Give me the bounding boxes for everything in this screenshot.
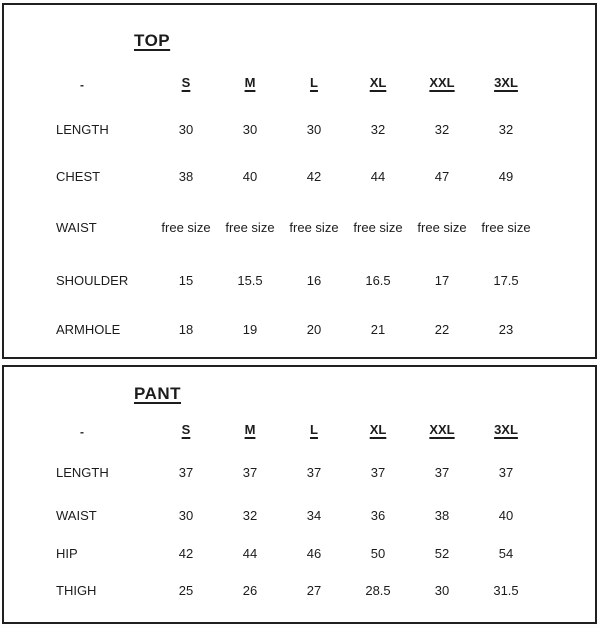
measurement-label: ARMHOLE xyxy=(56,321,121,337)
measurement-label: THIGH xyxy=(56,582,97,598)
measurement-value: 30 xyxy=(306,122,322,137)
measurement-value: 28.5 xyxy=(365,582,391,598)
measurement-label: LENGTH xyxy=(56,464,109,480)
measurement-value: 37 xyxy=(306,464,322,480)
measurement-value: 37 xyxy=(498,464,514,480)
measurement-value: 15 xyxy=(178,273,194,288)
size-column-header: XXL xyxy=(429,421,455,437)
measurement-value: 16 xyxy=(306,273,322,288)
measurement-value: 52 xyxy=(434,546,450,561)
measurement-value: 21 xyxy=(370,321,386,337)
measurement-value: 26 xyxy=(242,582,258,598)
measurement-value: free size xyxy=(481,220,531,235)
pant-table-rows xyxy=(4,442,595,609)
measurement-row xyxy=(4,536,595,571)
measurement-value: 54 xyxy=(498,546,514,561)
measurement-value: 18 xyxy=(178,321,194,337)
measurement-row xyxy=(4,200,595,255)
measurement-value: 16.5 xyxy=(365,273,391,288)
size-column-header: XL xyxy=(369,74,387,90)
size-column-header: S xyxy=(181,421,191,437)
measurement-label: SHOULDER xyxy=(56,273,129,288)
size-column-header: L xyxy=(310,74,318,90)
measurement-value: 22 xyxy=(434,321,450,337)
measurement-row xyxy=(4,153,595,200)
measurement-value: 44 xyxy=(370,169,386,184)
measurement-value: free size xyxy=(225,220,275,235)
measurement-value: 37 xyxy=(434,464,450,480)
size-column-header: 3XL xyxy=(494,74,518,90)
measurement-value: 38 xyxy=(434,507,450,523)
measurement-value: 25 xyxy=(178,582,194,598)
size-column-header: 3XL xyxy=(494,421,518,437)
measurement-value: 34 xyxy=(306,507,322,523)
size-column-header: XXL xyxy=(429,74,455,90)
measurement-value: 32 xyxy=(498,122,514,137)
measurement-value: 17 xyxy=(434,273,450,288)
measurement-row xyxy=(4,494,595,536)
corner-dash-label: - xyxy=(80,78,84,92)
measurement-row xyxy=(4,450,595,494)
top-table-rows xyxy=(4,95,595,352)
measurement-value: 30 xyxy=(178,122,194,137)
pant-size-table-section xyxy=(2,365,597,624)
measurement-value: 19 xyxy=(242,321,258,337)
measurement-value: 37 xyxy=(242,464,258,480)
top-size-table-section xyxy=(2,3,597,359)
measurement-value: 38 xyxy=(178,169,194,184)
measurement-value: 49 xyxy=(498,169,514,184)
measurement-value: 40 xyxy=(498,507,514,523)
size-column-header: XL xyxy=(369,421,387,437)
pant-table-title: PANT xyxy=(134,384,182,403)
measurement-value: 37 xyxy=(178,464,194,480)
size-column-header: M xyxy=(244,421,256,437)
measurement-value: 30 xyxy=(434,582,450,598)
measurement-value: 37 xyxy=(370,464,386,480)
measurement-label: CHEST xyxy=(56,169,101,184)
measurement-value: 42 xyxy=(178,546,194,561)
pant-size-header-row xyxy=(4,416,595,442)
measurement-value: free size xyxy=(353,220,403,235)
measurement-row xyxy=(4,306,595,352)
measurement-row xyxy=(4,571,595,609)
measurement-label: LENGTH xyxy=(56,122,109,137)
measurement-value: 50 xyxy=(370,546,386,561)
measurement-value: 30 xyxy=(178,507,194,523)
measurement-value: free size xyxy=(289,220,339,235)
measurement-label: WAIST xyxy=(56,507,97,523)
measurement-label: WAIST xyxy=(56,220,97,235)
measurement-value: 23 xyxy=(498,321,514,337)
measurement-value: 36 xyxy=(370,507,386,523)
measurement-value: 40 xyxy=(242,169,258,184)
measurement-value: 47 xyxy=(434,169,450,184)
measurement-row xyxy=(4,255,595,306)
measurement-value: free size xyxy=(161,220,211,235)
measurement-value: 32 xyxy=(434,122,450,137)
size-column-header: S xyxy=(181,74,191,90)
measurement-value: 20 xyxy=(306,321,322,337)
measurement-value: 32 xyxy=(242,507,258,523)
measurement-value: 27 xyxy=(306,582,322,598)
measurement-value: 17.5 xyxy=(493,273,519,288)
measurement-value: 15.5 xyxy=(237,273,263,288)
size-column-header: M xyxy=(244,74,256,90)
corner-dash-label: - xyxy=(80,425,84,439)
measurement-value: free size xyxy=(417,220,467,235)
top-table-title: TOP xyxy=(134,31,171,50)
measurement-value: 31.5 xyxy=(493,582,519,598)
measurement-value: 44 xyxy=(242,546,258,561)
size-column-header: L xyxy=(310,421,318,437)
measurement-value: 46 xyxy=(306,546,322,561)
measurement-row xyxy=(4,106,595,153)
measurement-label: HIP xyxy=(56,546,78,561)
top-size-header-row xyxy=(4,69,595,95)
measurement-value: 30 xyxy=(242,122,258,137)
measurement-value: 42 xyxy=(306,169,322,184)
measurement-value: 32 xyxy=(370,122,386,137)
